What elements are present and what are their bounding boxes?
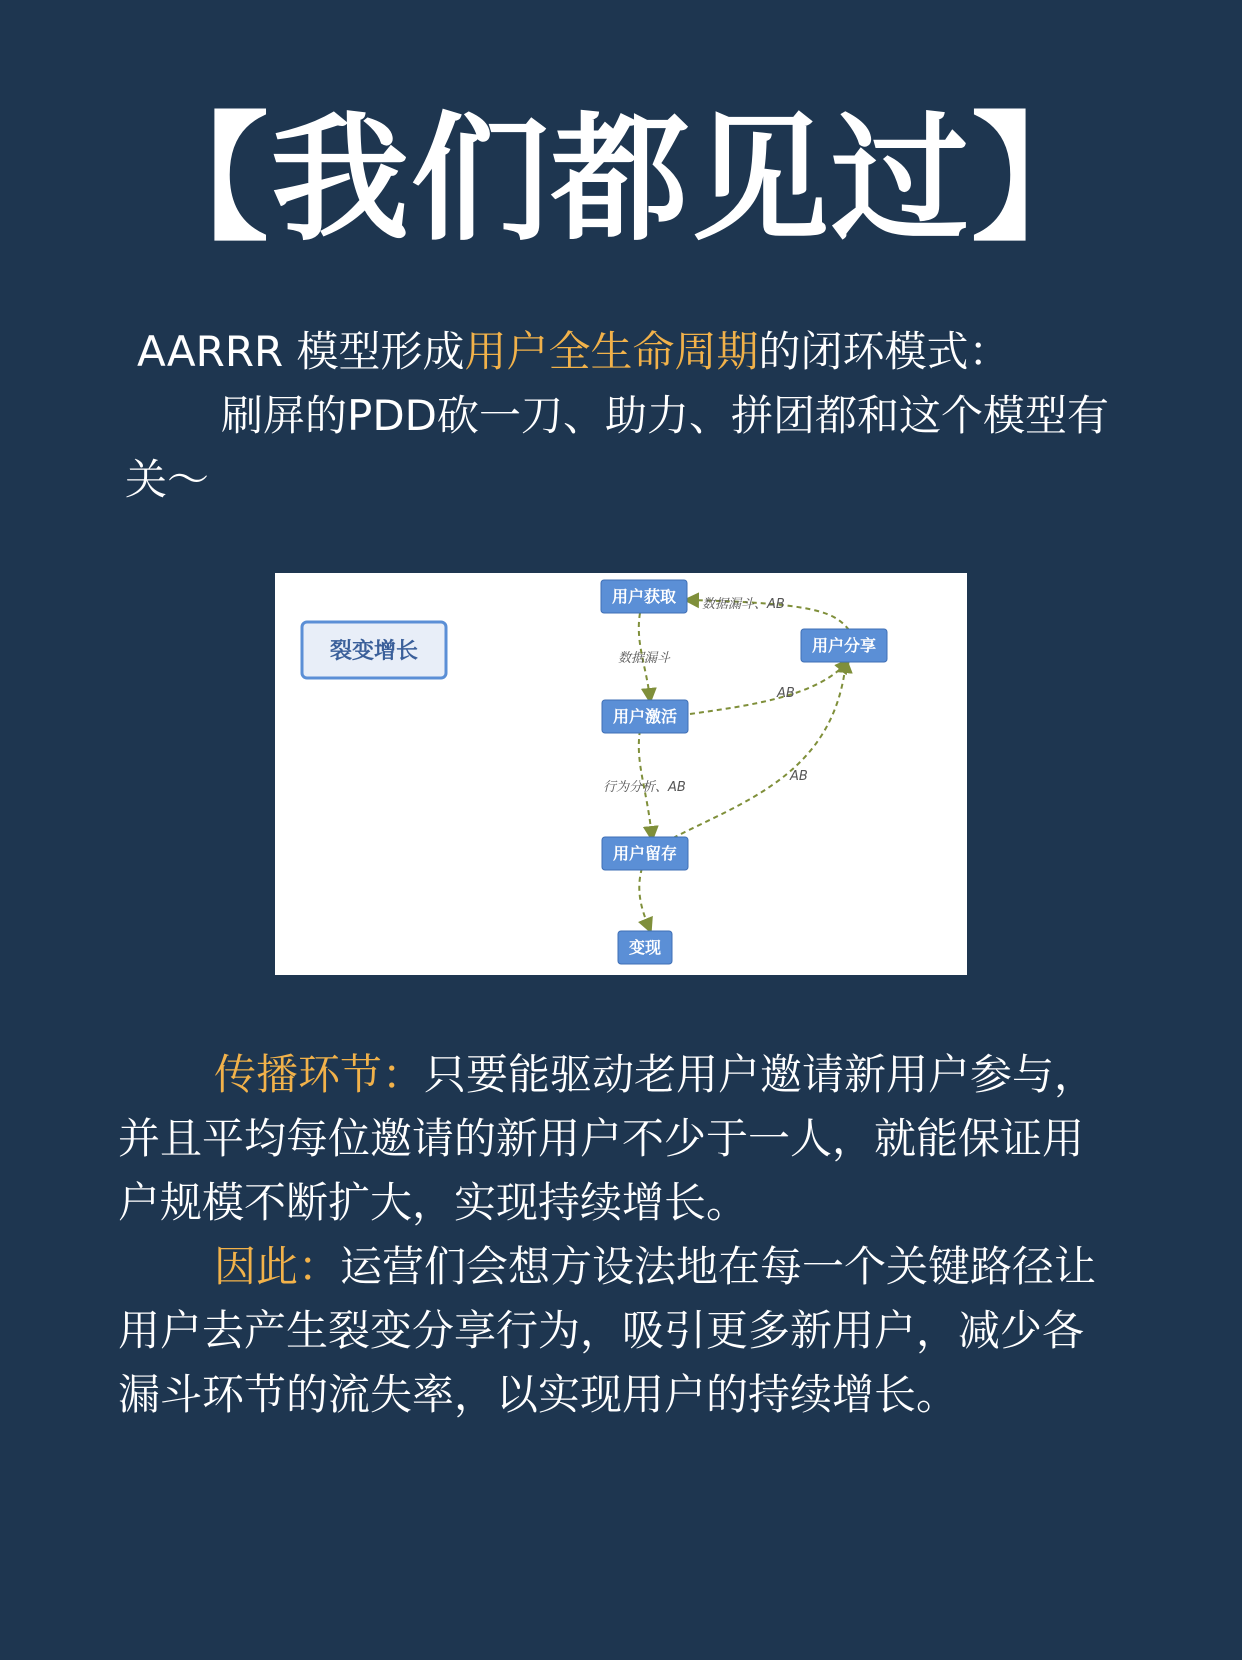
edge-label-acquire-activate: 数据漏斗 [618,651,671,666]
edge-label-retain-share: AB [790,769,808,784]
body-text [118,1043,1118,1427]
intro-suffix: 的闭环模式： [758,327,1011,376]
edge-label-share-acquire: 数据漏斗、AB [702,597,785,612]
node-retain-label: 用户留存 [612,844,678,863]
node-share-label: 用户分享 [811,636,877,655]
paragraph-spread-text: 只要能驱动老用户邀请新用户参与，并且平均每位邀请的新用户不少于一人，就能保证用户规模不断扩大，实现持续增长。 [118,1050,1097,1227]
aarrr-diagram [275,573,967,975]
paragraph-therefore-text: 运营们会想方设法地在每一个关键路径让用户去产生裂变分享行为，吸引更多新用户，减少各漏斗环节的流失率，以实现用户的持续增长。 [118,1242,1097,1419]
paragraph-therefore [118,1235,1118,1427]
diagram-svg [275,573,967,975]
node-acquire-label: 用户获取 [611,587,677,606]
intro-highlight: 用户全生命周期 [464,327,759,376]
edge-label-activate-share: AB [777,686,795,701]
edge-retain-monetize [639,868,650,930]
diagram-title: 裂变增长 [329,639,419,664]
intro-text [125,320,1125,512]
intro-prefix: AARRR 模型形成 [137,327,465,376]
page-title: 【我们都见过】 [130,99,1111,260]
edge-label-activate-retain: 行为分析、AB [603,780,686,795]
edge-activate-share [690,661,848,714]
edge-retain-share [673,661,846,838]
node-monetize-label: 变现 [628,938,662,957]
paragraph-spread-label: 传播环节： [214,1050,425,1099]
intro-line-2: 刷屏的PDD砍一刀、助力、拼团都和这个模型有关～ [125,391,1110,504]
intro-line-1 [125,320,1125,384]
paragraph-spread [118,1043,1118,1235]
paragraph-therefore-label: 因此： [214,1242,341,1291]
node-activate-label: 用户激活 [612,707,678,726]
